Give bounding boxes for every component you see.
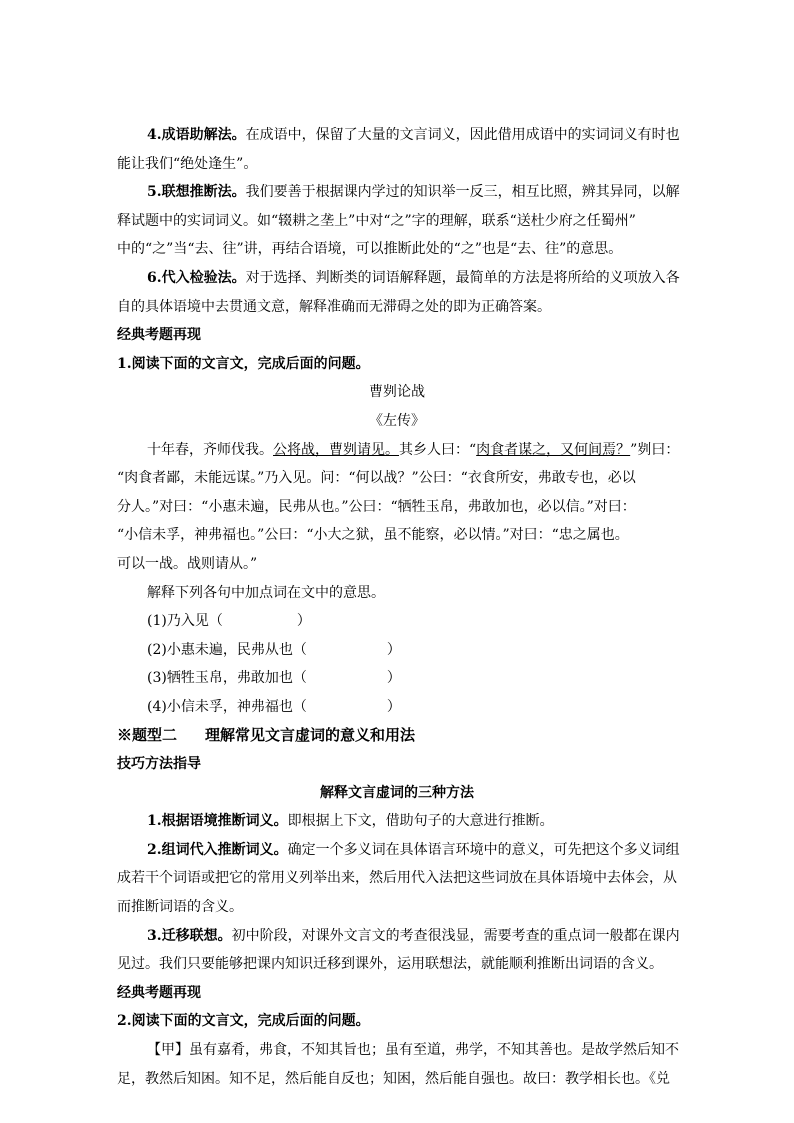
instruction: 解释下列各句中加点词在文中的意思。 [147,584,385,601]
question-item-2 [117,636,677,665]
item-close: ） [386,670,401,687]
question-item-1 [117,607,677,636]
method-4-cont: 能让我们“绝处逢生”。 [117,155,258,172]
method-5-cont-1: 释试题中的实词词义。如“辍耕之垄上”中对“之”字的理解，联系“送杜少府之任蜀州” [117,212,636,229]
article-line-3: 分人。”对曰：“小惠未遍，民弗从也。”公曰：“牺牲玉帛，弗敢加也，必以信。”对曰： [117,498,636,515]
xuci-method-3 [117,922,680,951]
type-label: ※题型二 [117,726,178,745]
passage-jia [117,1036,677,1065]
section-heading-2: 经典考题再现 [117,984,201,1001]
method-4-text: 在成语中，保留了大量的文言词义，因此借用成语中的实词词义有时也 [245,127,680,143]
method-6-title: 6.代入检验法。 [147,269,246,286]
method-6 [117,264,680,293]
item-close: ） [296,613,311,630]
xuci-method-2-line-3: 而推断词语的含义。 [117,899,243,916]
item-text: (1)乃入见（ [147,613,223,630]
article-paragraph-1 [117,436,680,465]
xuci-method-2 [117,836,680,865]
underlined-sentence-1: 公将战，曹刿请见。 [273,441,399,458]
method-6-cont: 自的具体语境中去贯通文意，解释准确而无滞碍之处的即为正确答案。 [117,298,551,315]
question-2: 2.阅读下面的文言文，完成后面的问题。 [117,1013,370,1030]
xuci-method-2-title: 2.组词代入推断词义。 [147,841,288,858]
method-4 [117,121,680,150]
xuci-method-1 [117,807,677,836]
jia-line-1: 虽有嘉肴，弗食，不知其旨也；虽有至道，弗学，不知其善也。是故学然后知不 [189,1042,679,1058]
method-6-text: 对于选择、判断类的词语解释题，最简单的方法是将所给的义项放入各 [245,269,680,286]
question-type-2 [117,721,677,750]
article-source: 《左传》 [369,412,425,429]
method-5-text: 我们要善于根据课内学过的知识举一反三，相互比照，辨其异同，以解 [245,184,680,201]
article-text: 十年春，齐师伐我。 [147,441,273,458]
jia-label: 【甲】 [147,1042,189,1058]
item-text: (2)小惠未遍，民弗从也（ [147,641,307,658]
document-body [117,121,680,1093]
item-text: (3)牺牲玉帛，弗敢加也（ [147,670,307,687]
method-4-title: 4.成语助解法。 [147,127,246,143]
method-5-title: 5.联想推断法。 [147,184,246,201]
item-text: (4)小信未孚，神弗福也（ [147,698,307,715]
article-line-2: “肉食者鄙，未能远谋。”乃入见。问：“何以战？”公曰：“衣食所安，弗敢专也，必以 [117,470,636,487]
question-item-4 [117,693,677,722]
method-5-cont-2: 中的“之”当“去、往”讲，再结合语境，可以推断此处的“之”也是“去、往”的意思。 [117,241,623,258]
question-item-3 [117,664,677,693]
type-title: 理解常见文言虚词的意义和用法 [205,726,416,745]
xuci-method-2-text: 确定一个多义词在具体语言环境中的意义，可先把这个多义词组 [287,841,680,858]
xuci-method-3-title: 3.迁移联想。 [147,927,232,944]
xuci-method-3-line-2: 见过。我们只要能够把课内知识迁移到课外，运用联想法，就能顺利推断出词语的含义。 [117,956,663,973]
xuci-method-1-title: 1.根据语境推断词义。 [147,813,288,830]
guide-heading: 技巧方法指导 [117,756,201,773]
article-text: ”刿曰： [630,441,680,458]
xuci-method-3-text: 初中阶段，对课外文言文的考查很浅显，需要考查的重点词一般都在课内 [231,927,680,944]
jia-line-2: 足，教然后知困。知不足，然后能自反也；知困，然后能自强也。故曰：教学相长也。《兑 [117,1070,670,1087]
article-line-4: “小信未孚，神弗福也。”公曰：“小大之狱，虽不能察，必以情。”对曰：“忠之属也。 [117,527,629,544]
section-heading-1: 经典考题再现 [117,327,201,344]
guide-title: 解释文言虚词的三种方法 [320,784,474,801]
xuci-method-1-text: 即根据上下文，借助句子的大意进行推断。 [287,813,554,830]
question-1: 1.阅读下面的文言文，完成后面的问题。 [117,355,370,372]
method-5 [117,178,680,207]
article-title: 曹刿论战 [369,384,425,401]
underlined-sentence-2: 肉食者谋之，又何间焉？ [476,441,631,458]
article-text: 其乡人曰：“ [399,441,477,458]
article-line-5: 可以一战。战则请从。” [117,555,258,572]
item-close: ） [386,698,401,715]
xuci-method-2-line-2: 成若干个词语或把它的常用义列举出来，然后用代入法把这些词放在具体语境中去体会，从 [117,870,677,887]
item-close: ） [386,641,401,658]
